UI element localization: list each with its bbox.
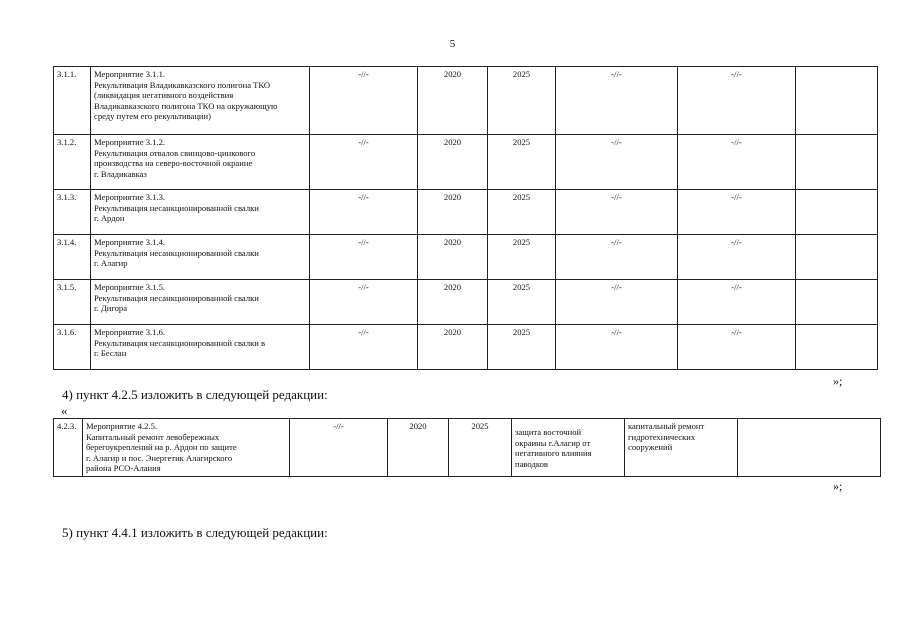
measure-description: Мероприятие 3.1.2. Рекультивация отвалов свинцово-цинкового производства на северо-восточной окраине г. Владикавказ [91,135,310,190]
start-year: 2020 [418,280,488,325]
measure-description: Мероприятие 4.2.5. Капитальный ремонт левобережных берегоукреплений на р. Ардон по защите г. Алагир и пос. Энергетик Алагирского района РСО-Алания [83,419,290,477]
empty-cell [738,419,881,477]
end-year: 2025 [488,325,556,370]
end-year: 2025 [449,419,512,477]
type-cell: -//- [678,325,796,370]
row-number: 3.1.1. [54,67,91,135]
measure-description: Мероприятие 3.1.5. Рекультивация несанкционированной свалки г. Дигора [91,280,310,325]
closing-quote-2: »; [833,479,843,493]
type-cell: -//- [678,135,796,190]
type-cell: -//- [678,280,796,325]
end-year: 2025 [488,280,556,325]
result-cell: -//- [556,325,678,370]
measure-description: Мероприятие 3.1.3. Рекультивация несанкционированной свалки г. Ардон [91,190,310,235]
measure-description: Мероприятие 3.1.1. Рекультивация Владикавказского полигона ТКО (ликвидация негативного воздействия Владикавказского полигона ТКО на окружающую среду путем его рекультивации) [91,67,310,135]
page-number: 5 [449,38,456,50]
type-cell: -//- [678,190,796,235]
executor-cell: -//- [310,280,418,325]
start-year: 2020 [418,135,488,190]
row-number: 3.1.6. [54,325,91,370]
row-number: 4.2.3. [54,419,83,477]
closing-quote: »; [833,374,843,388]
start-year: 2020 [388,419,449,477]
row-number: 3.1.2. [54,135,91,190]
paragraph-item-5: 5) пункт 4.4.1 изложить в следующей редакции: [62,525,328,540]
table-row [54,325,878,370]
row-number: 3.1.5. [54,280,91,325]
executor-cell: -//- [310,135,418,190]
result-cell: -//- [556,190,678,235]
expected-result: защита восточной окраины г.Алагир от негативного влияния паводков [512,419,625,477]
measures-table [53,66,878,370]
executor-cell: -//- [310,190,418,235]
result-cell: -//- [556,135,678,190]
row-number: 3.1.3. [54,190,91,235]
table-row [54,190,878,235]
executor-cell: -//- [290,419,388,477]
empty-cell [796,235,878,280]
table-row [54,419,881,477]
measure-type: капитальный ремонт гидротехнических сооружений [625,419,738,477]
start-year: 2020 [418,190,488,235]
empty-cell [796,67,878,135]
opening-quote: « [61,403,68,418]
empty-cell [796,325,878,370]
row-number: 3.1.4. [54,235,91,280]
measure-4-2-5-table [53,418,881,477]
executor-cell: -//- [310,235,418,280]
result-cell: -//- [556,67,678,135]
measure-description: Мероприятие 3.1.4. Рекультивация несанкционированной свалки г. Алагир [91,235,310,280]
end-year: 2025 [488,190,556,235]
empty-cell [796,280,878,325]
table-row [54,135,878,190]
table-row [54,67,878,135]
end-year: 2025 [488,67,556,135]
executor-cell: -//- [310,325,418,370]
table-row [54,280,878,325]
measure-description: Мероприятие 3.1.6. Рекультивация несанкционированной свалки в г. Беслан [91,325,310,370]
executor-cell: -//- [310,67,418,135]
type-cell: -//- [678,67,796,135]
type-cell: -//- [678,235,796,280]
result-cell: -//- [556,235,678,280]
empty-cell [796,190,878,235]
start-year: 2020 [418,235,488,280]
start-year: 2020 [418,325,488,370]
end-year: 2025 [488,135,556,190]
end-year: 2025 [488,235,556,280]
start-year: 2020 [418,67,488,135]
result-cell: -//- [556,280,678,325]
paragraph-item-4: 4) пункт 4.2.5 изложить в следующей редакции: [62,387,328,402]
empty-cell [796,135,878,190]
table-row [54,235,878,280]
